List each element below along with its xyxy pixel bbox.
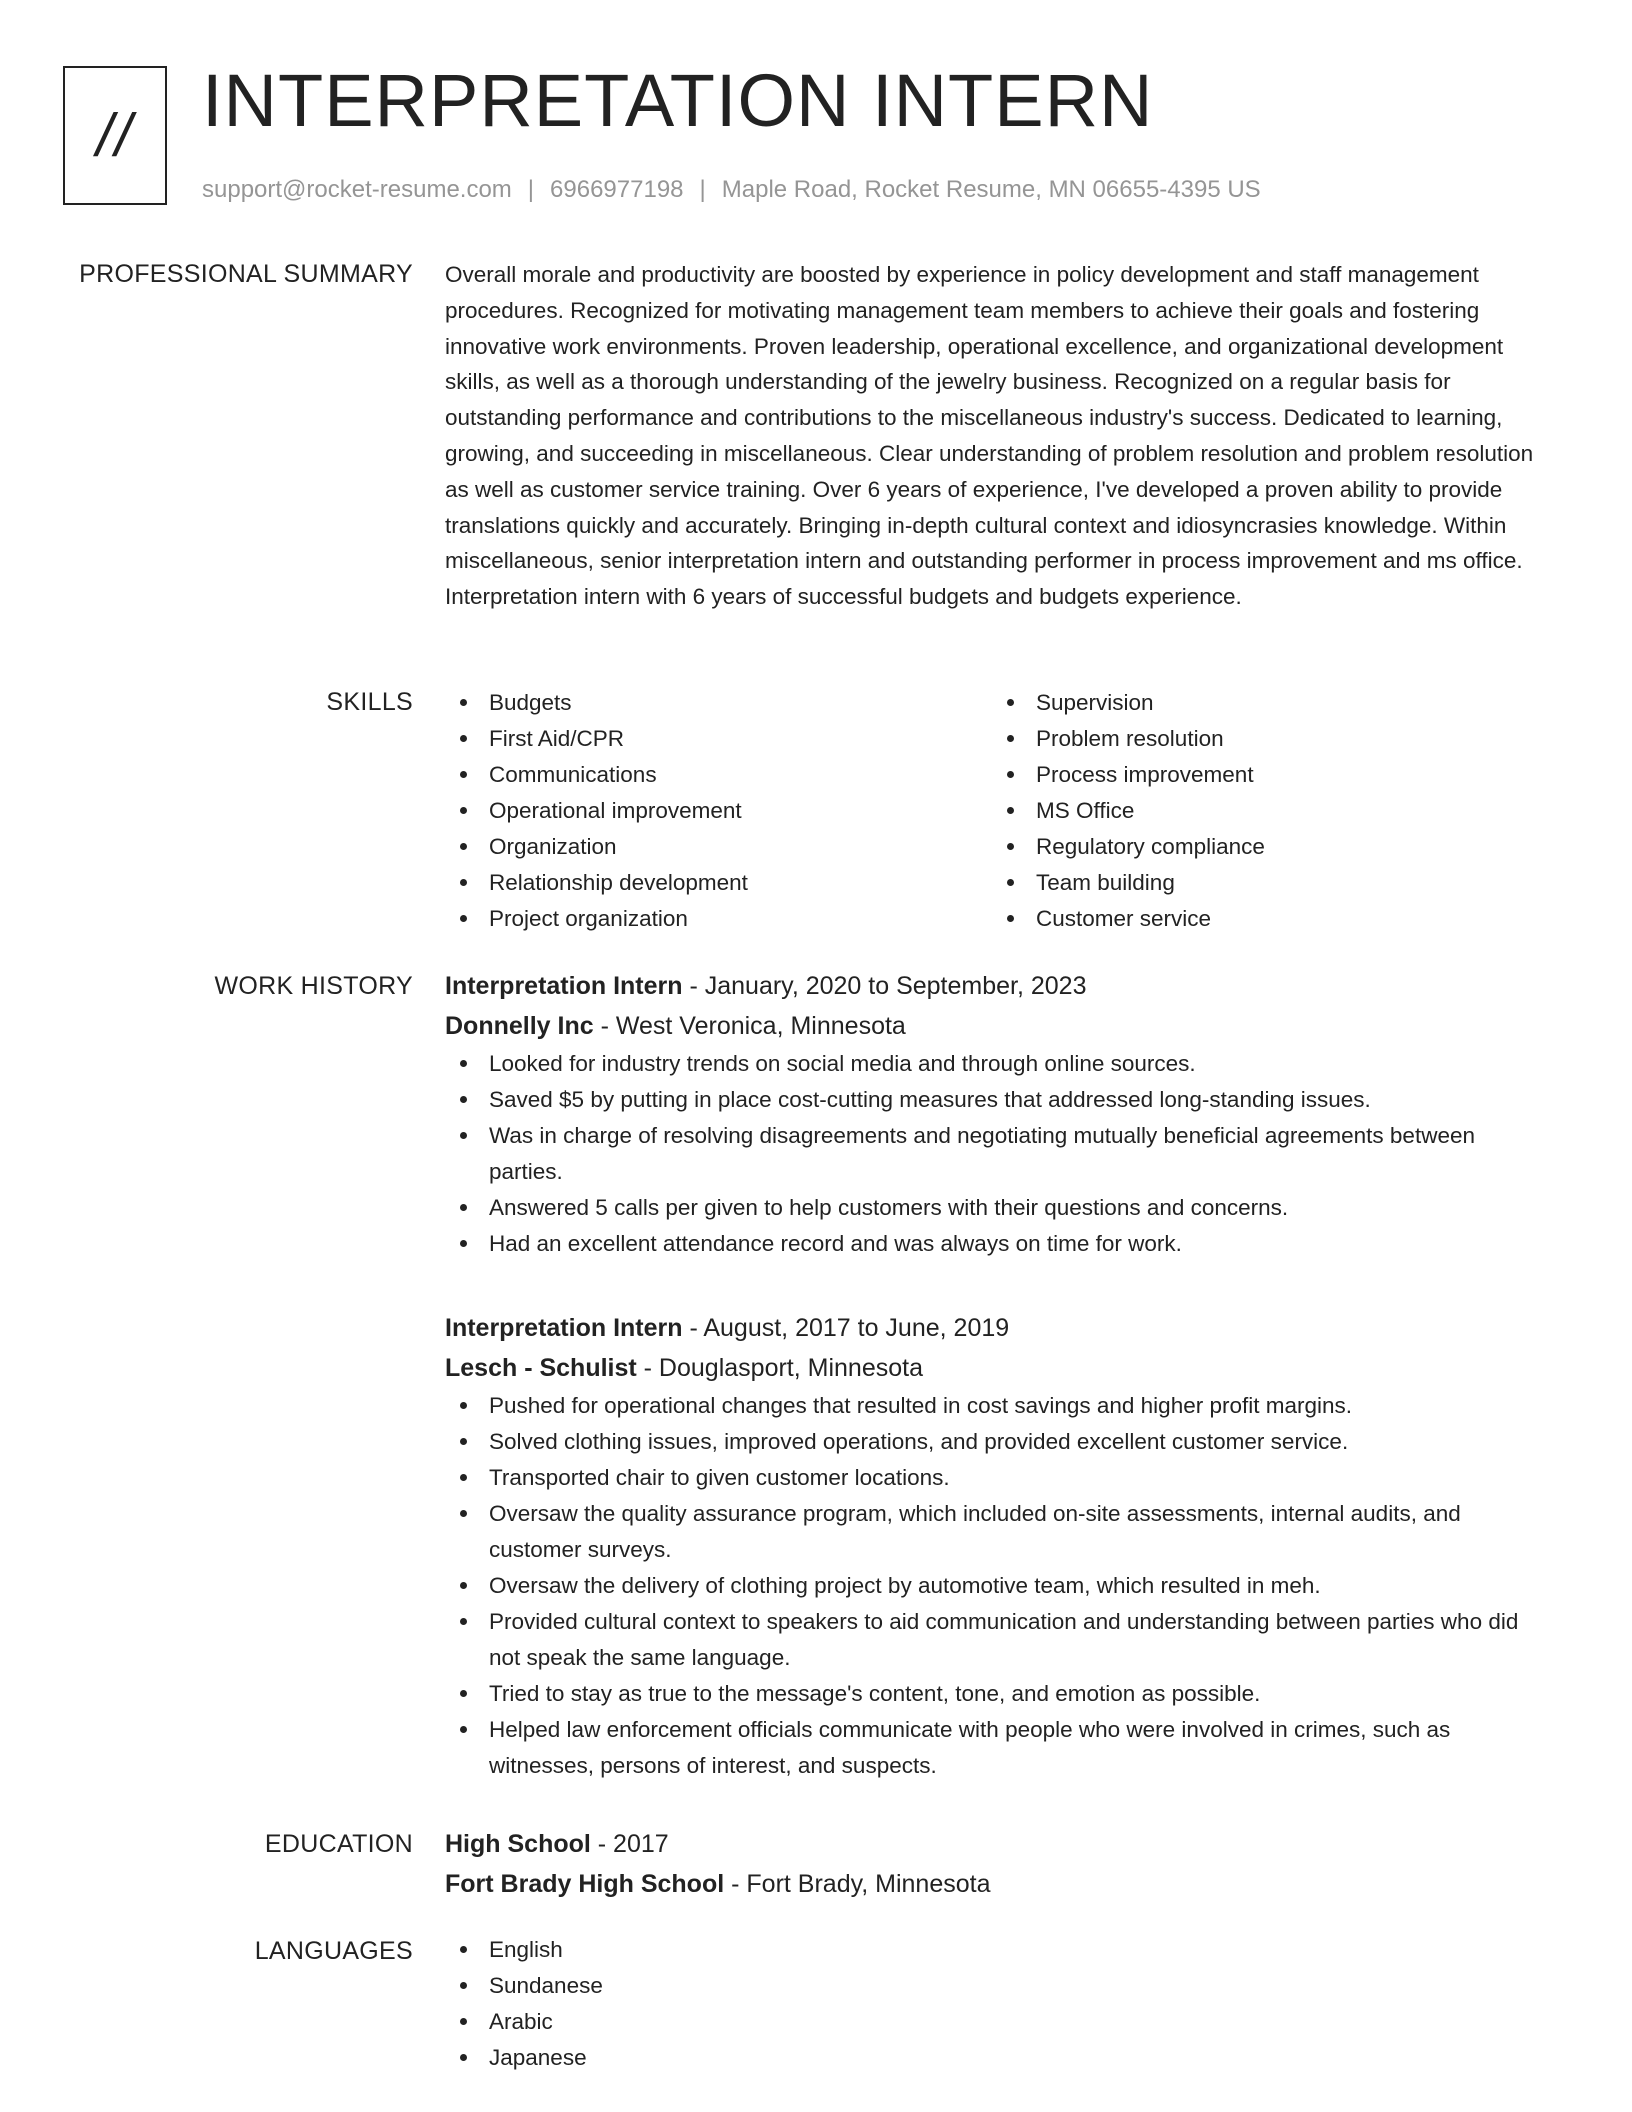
skill-item: Communications <box>445 757 965 793</box>
languages-section <box>445 1932 1555 2076</box>
job-bullet: Pushed for operational changes that resulted in cost savings and higher profit margins. <box>445 1388 1555 1424</box>
job-entry <box>445 966 1555 1262</box>
job-location: - Douglasport, Minnesota <box>636 1354 923 1382</box>
job-bullet: Looked for industry trends on social media and through online sources. <box>445 1046 1555 1082</box>
job-bullet: Provided cultural context to speakers to aid communication and understanding between parties who did not speak the same language. <box>445 1604 1555 1676</box>
skill-item: Project organization <box>445 901 965 937</box>
job-bullet: Answered 5 calls per given to help customers with their questions and concerns. <box>445 1190 1555 1226</box>
skills-column-right <box>992 685 1512 937</box>
section-label-skills: SKILLS <box>326 688 413 716</box>
education-degree: High School <box>445 1830 591 1858</box>
language-item: Japanese <box>445 2040 1555 2076</box>
job-bullet: Helped law enforcement officials communicate with people who were involved in crimes, such as witnesses, persons of interest, and suspects. <box>445 1712 1555 1784</box>
job-title-line <box>445 966 1555 1006</box>
job-company: Lesch - Schulist <box>445 1354 637 1382</box>
skill-item: Relationship development <box>445 865 965 901</box>
job-bullet: Solved clothing issues, improved operations, and provided excellent customer service. <box>445 1424 1555 1460</box>
skill-item: Budgets <box>445 685 965 721</box>
job-location: - West Veronica, Minnesota <box>593 1012 906 1040</box>
language-item: Arabic <box>445 2004 1555 2040</box>
job-dates: - August, 2017 to June, 2019 <box>682 1314 1010 1342</box>
contact-line <box>202 173 1261 207</box>
skill-item: Process improvement <box>992 757 1512 793</box>
skills-column-left <box>445 685 965 937</box>
job-bullet: Tried to stay as true to the message's content, tone, and emotion as possible. <box>445 1676 1555 1712</box>
summary-text: Overall morale and productivity are boosted by experience in policy development and staff management procedures. Recognized for motivating management team members to achieve their goals and fostering innovative work environments. Proven leadership, operational excellence, and organizational development skills, as well as a thorough understanding of the jewelry business. Recognized on a regular basis for outstanding performance and contributions to the miscellaneous industry's success. Dedicated to learning, growing, and succeeding in miscellaneous. Clear understanding of problem resolution and problem resolution as well as customer service training. Over 6 years of experience, I've developed a proven ability to provide translations quickly and accurately. Bringing in-depth cultural context and idiosyncrasies knowledge. Within miscellaneous, senior interpretation intern and outstanding performer in process improvement and ms office. Interpretation intern with 6 years of successful budgets and budgets experience. <box>445 262 1534 610</box>
education-location: - Fort Brady, Minnesota <box>724 1870 991 1898</box>
job-dates: - January, 2020 to September, 2023 <box>682 972 1087 1000</box>
education-degree-line <box>445 1824 1555 1864</box>
monogram-logo <box>63 66 167 205</box>
job-bullet: Transported chair to given customer locations. <box>445 1460 1555 1496</box>
education-school-line <box>445 1864 1555 1904</box>
skill-item: Supervision <box>992 685 1512 721</box>
language-item: Sundanese <box>445 1968 1555 2004</box>
job-bullet-list <box>445 1388 1555 1784</box>
contact-phone: 6966977198 <box>550 176 684 203</box>
contact-separator: | <box>527 176 535 203</box>
job-title-line <box>445 1308 1555 1348</box>
education-school: Fort Brady High School <box>445 1870 725 1898</box>
job-company-line <box>445 1006 1555 1046</box>
skill-item: Organization <box>445 829 965 865</box>
job-bullet: Saved $5 by putting in place cost-cutting measures that addressed long-standing issues. <box>445 1082 1555 1118</box>
languages-list <box>445 1932 1555 2076</box>
job-company: Donnelly Inc <box>445 1012 594 1040</box>
job-bullet-list <box>445 1046 1555 1262</box>
section-label-summary: PROFESSIONAL SUMMARY <box>79 260 413 288</box>
job-title: Interpretation Intern <box>445 1314 683 1342</box>
contact-email: support@rocket-resume.com <box>202 176 512 203</box>
job-bullet: Oversaw the delivery of clothing project by automotive team, which resulted in meh. <box>445 1568 1555 1604</box>
skills-list-right <box>992 685 1512 937</box>
section-label-work-history: WORK HISTORY <box>214 972 413 1000</box>
job-bullet: Was in charge of resolving disagreements and negotiating mutually beneficial agreements between parties. <box>445 1118 1555 1190</box>
summary-section <box>445 257 1555 615</box>
education-section <box>445 1824 1555 1904</box>
skills-section <box>445 685 1555 945</box>
skill-item: Team building <box>992 865 1512 901</box>
job-title: Interpretation Intern <box>445 972 683 1000</box>
contact-address: Maple Road, Rocket Resume, MN 06655-4395 US <box>721 176 1261 203</box>
contact-separator: | <box>699 176 706 203</box>
language-item: English <box>445 1932 1555 1968</box>
candidate-name: INTERPRETATION INTERN <box>202 59 1154 142</box>
skill-item: Regulatory compliance <box>992 829 1512 865</box>
skill-item: MS Office <box>992 793 1512 829</box>
skill-item: Problem resolution <box>992 721 1512 757</box>
section-label-education: EDUCATION <box>264 1830 413 1858</box>
job-bullet: Oversaw the quality assurance program, which included on-site assessments, internal audits, and customer surveys. <box>445 1496 1555 1568</box>
monogram-text: // <box>96 102 134 169</box>
section-label-languages: LANGUAGES <box>254 1937 413 1965</box>
education-year: - 2017 <box>590 1830 669 1858</box>
skill-item: First Aid/CPR <box>445 721 965 757</box>
job-entry <box>445 1308 1555 1784</box>
skills-list-left <box>445 685 965 937</box>
skill-item: Operational improvement <box>445 793 965 829</box>
skill-item: Customer service <box>992 901 1512 937</box>
job-bullet: Had an excellent attendance record and was always on time for work. <box>445 1226 1555 1262</box>
job-company-line <box>445 1348 1555 1388</box>
